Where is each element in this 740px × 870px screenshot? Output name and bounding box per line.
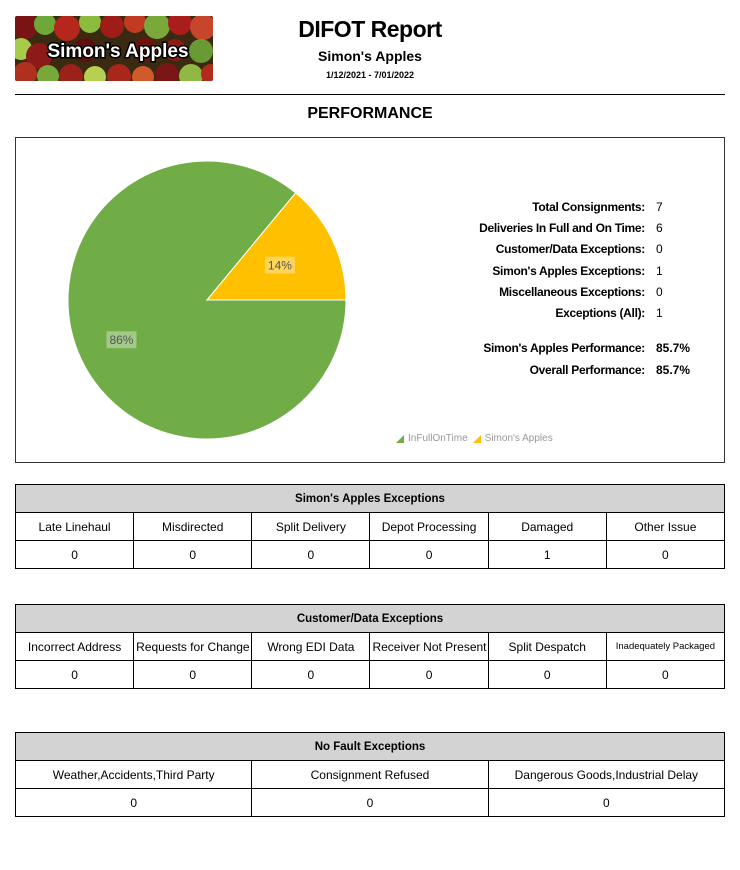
table-header-row [16,761,725,789]
column-header: Receiver Not Present [370,633,488,661]
table-cell: 0 [16,789,252,817]
table-row [16,541,725,569]
stat-label: Simon's Apples Exceptions: [492,263,645,278]
logo-text: Simon's Apples [47,41,189,62]
company-exceptions-table [15,484,725,569]
table-cell: 0 [488,789,724,817]
stat-row [386,281,706,302]
table-cell: 0 [16,661,134,689]
table-cell: 1 [488,541,606,569]
table-cell: 0 [252,661,370,689]
stat-label: Exceptions (All): [555,306,645,321]
stat-value: 1 [656,263,663,278]
section-title: PERFORMANCE [307,105,433,122]
date-range: 1/12/2021 - 7/01/2022 [325,70,415,80]
table-title: Simon's Apples Exceptions [16,485,725,513]
company-logo [15,16,213,81]
legend-item-in-full-on-time[interactable] [396,433,468,444]
stat-row [386,260,706,281]
column-header: Other Issue [606,513,724,541]
stat-label: Deliveries In Full and On Time: [479,220,645,235]
performance-row [386,338,706,359]
column-header: Damaged [488,513,606,541]
table-cell: 0 [488,661,606,689]
performance-row [386,359,706,380]
legend-label: InFullOnTime [408,433,468,444]
stats-list [386,196,706,380]
column-header: Depot Processing [370,513,488,541]
column-header: Late Linehaul [16,513,134,541]
stat-label: Customer/Data Exceptions: [495,242,645,257]
report-header [230,14,510,80]
pie-data-label [106,331,136,348]
stat-row [386,196,706,217]
table-title: No Fault Exceptions [16,733,725,761]
pie-label-text: 14% [267,258,292,273]
header-divider [15,94,725,95]
stat-value: 1 [656,306,663,321]
pie-chart [16,138,376,460]
table-row [16,661,725,689]
company-name: Simon's Apples [318,48,422,64]
stat-value: 7 [656,199,663,214]
column-header: Split Delivery [252,513,370,541]
column-header: Split Despatch [488,633,606,661]
stat-value: 0 [656,284,663,299]
stat-row [386,217,706,238]
chart-legend [396,433,558,444]
table-header-row [16,633,725,661]
pie-data-label [265,257,295,274]
table-cell: 0 [370,541,488,569]
pie-label-text: 86% [109,333,134,348]
column-header: Misdirected [134,513,252,541]
column-header: Dangerous Goods,Industrial Delay [488,761,724,789]
no-fault-exceptions-table [15,732,725,817]
column-header: Requests for Change [134,633,252,661]
performance-panel [15,137,725,463]
table-cell: 0 [252,541,370,569]
table-cell: 0 [252,789,488,817]
stat-label: Total Consignments: [532,199,645,214]
performance-label: Overall Performance: [529,362,645,377]
table-header-row [16,513,725,541]
stat-value: 6 [656,220,663,235]
column-header: Consignment Refused [252,761,488,789]
stat-label: Miscellaneous Exceptions: [499,284,645,299]
table-cell: 0 [134,541,252,569]
column-header: Wrong EDI Data [252,633,370,661]
stat-row [386,239,706,260]
legend-item-company-exceptions[interactable] [473,433,553,444]
legend-label: Simon's Apples [484,433,553,444]
table-cell: 0 [16,541,134,569]
legend-swatch [396,435,404,443]
column-header: Inadequately Packaged [606,633,724,661]
table-cell: 0 [370,661,488,689]
report-title: DIFOT Report [298,16,442,42]
column-header: Incorrect Address [16,633,134,661]
column-header: Weather,Accidents,Third Party [16,761,252,789]
performance-label: Simon's Apples Performance: [483,341,645,356]
table-cell: 0 [606,541,724,569]
performance-value: 85.7% [656,341,691,356]
stat-value: 0 [656,242,663,257]
table-row [16,789,725,817]
customer-exceptions-table [15,604,725,689]
legend-swatch [473,435,481,443]
table-cell: 0 [606,661,724,689]
table-title: Customer/Data Exceptions [16,605,725,633]
stat-row [386,302,706,323]
performance-value: 85.7% [656,362,691,377]
table-cell: 0 [134,661,252,689]
